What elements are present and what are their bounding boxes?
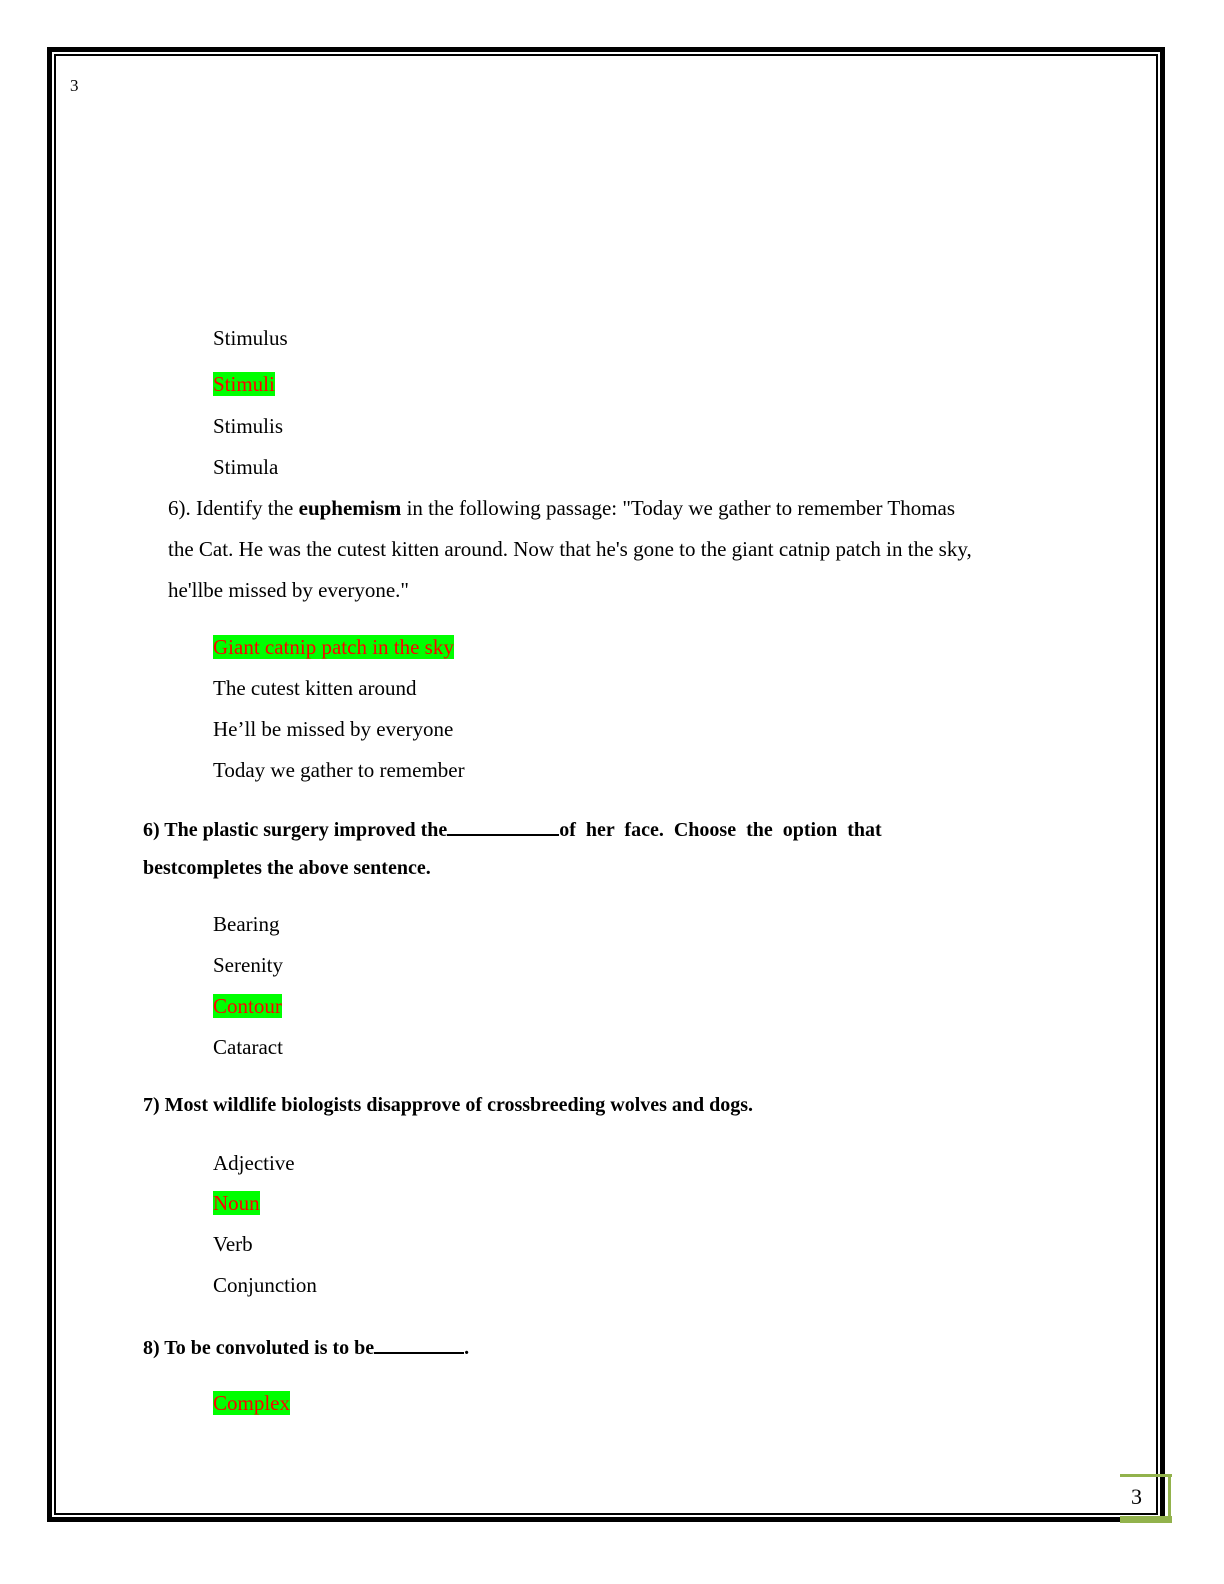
- footer-rule-side: [1168, 1474, 1171, 1522]
- q6a-prefix: 6). Identify the: [168, 496, 299, 520]
- q8-option-1-answer: [213, 1391, 290, 1415]
- q6a-line-1-rest: in the following passage: "Today we gather to remember Thomas: [401, 496, 956, 520]
- q6b-option-3-answer: [213, 994, 282, 1018]
- q8-text: [143, 1334, 469, 1360]
- answer-highlight: Stimuli: [213, 372, 275, 396]
- answer-highlight: Noun: [213, 1191, 260, 1215]
- q6a-line-2: the Cat. He was the cutest kitten around. Now that he's gone to the giant catnip patch in the sky,: [168, 537, 972, 561]
- q6a-option-2: The cutest kitten around: [213, 676, 417, 700]
- answer-highlight: Giant catnip patch in the sky: [213, 635, 454, 659]
- q8-blank: [374, 1334, 464, 1354]
- q5-option-3: Stimulis: [213, 414, 284, 438]
- q6b-line-2: bestcompletes the above sentence.: [143, 857, 431, 879]
- q6b-option-2: Serenity: [213, 953, 283, 977]
- q5-option-4: Stimula: [213, 455, 279, 479]
- q5-option-2-answer: [213, 372, 275, 396]
- q8-text-after: .: [464, 1337, 470, 1359]
- q6b-text-before: 6) The plastic surgery improved the: [143, 819, 448, 841]
- q6a-option-1-answer: [213, 635, 454, 659]
- header-page-number: 3: [70, 76, 79, 95]
- q6b-text-after: of her face. Choose the option that: [559, 819, 882, 841]
- q6b-blank: [447, 816, 559, 836]
- q7-option-2-answer: [213, 1191, 260, 1215]
- q6a-line-3: he'llbe missed by everyone.": [168, 578, 409, 602]
- q7-option-3: Verb: [213, 1232, 253, 1256]
- q6b-option-4: Cataract: [213, 1035, 283, 1059]
- footer-rule-top: [1120, 1474, 1172, 1477]
- q6b-option-1: Bearing: [213, 912, 280, 936]
- q6a-keyword: euphemism: [298, 496, 402, 520]
- answer-highlight: Complex: [213, 1391, 290, 1415]
- q6a-option-4: Today we gather to remember: [213, 758, 465, 782]
- q7-text: 7) Most wildlife biologists disapprove of crossbreeding wolves and dogs.: [143, 1094, 754, 1116]
- q8-text-before: 8) To be convoluted is to be: [143, 1337, 375, 1359]
- answer-highlight: Contour: [213, 994, 282, 1018]
- q7-option-4: Conjunction: [213, 1273, 317, 1297]
- q5-option-1: Stimulus: [213, 326, 288, 350]
- footer-rule-bottom: [1120, 1516, 1172, 1523]
- q6b-line-1: [143, 816, 882, 842]
- q6a-line-1: [168, 496, 955, 520]
- q6a-option-3: He’ll be missed by everyone: [213, 717, 454, 741]
- footer-page-number: 3: [1131, 1484, 1142, 1509]
- q7-option-1: Adjective: [213, 1151, 295, 1175]
